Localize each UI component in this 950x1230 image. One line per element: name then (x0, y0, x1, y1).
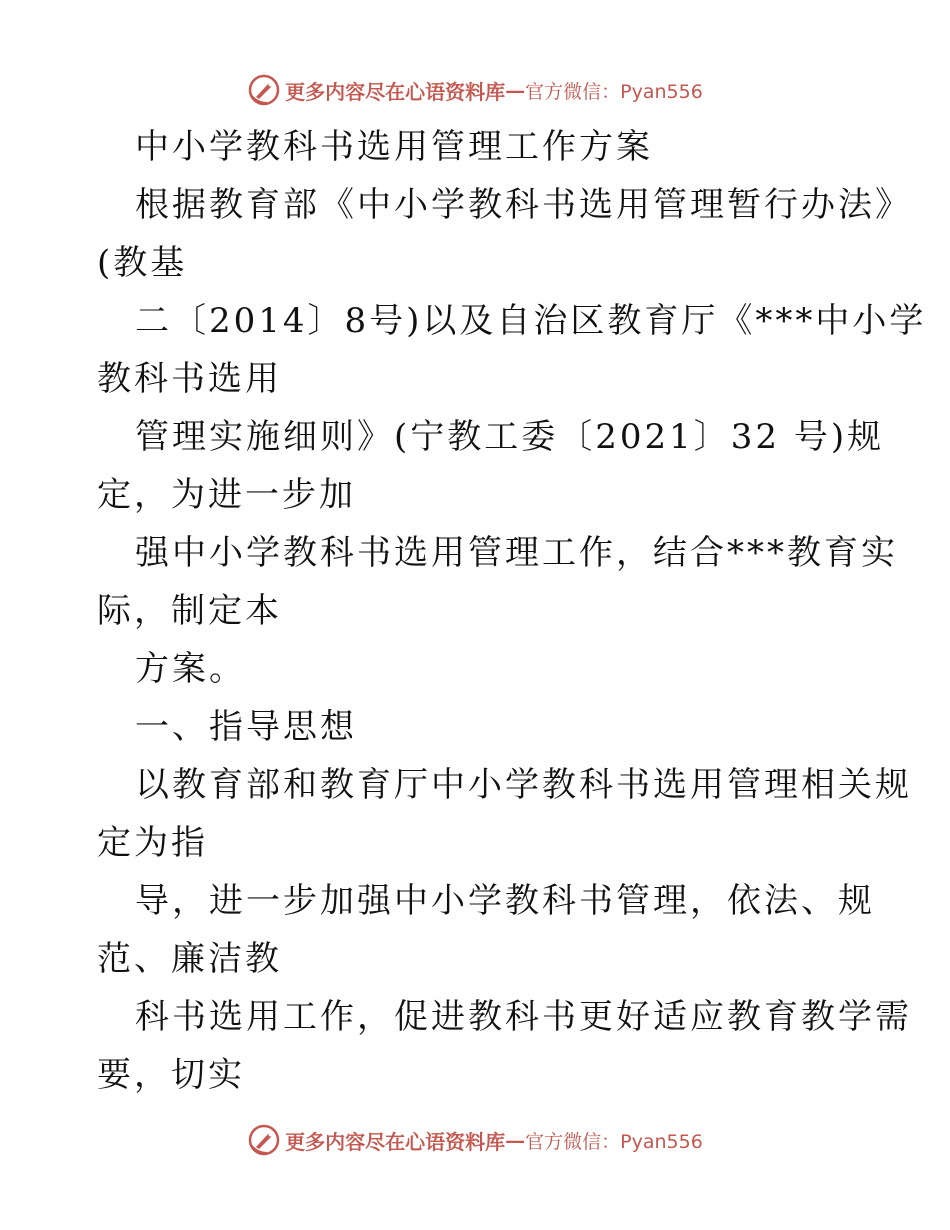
watermark-separator: — (505, 78, 526, 102)
pen-nib-logo-icon (247, 1123, 281, 1157)
watermark-wechat: 官方微信：Pyan556 (525, 1130, 703, 1153)
paragraph-line: 际，制定本 (97, 591, 282, 631)
paragraph-line: 科书选用工作，促进教科书更好适应教育教学需 (135, 997, 912, 1037)
watermark-brand: 更多内容尽在心语资料库 (285, 79, 506, 104)
document-title: 中小学教科书选用管理工作方案 (135, 127, 653, 167)
section-heading: 一、指导思想 (135, 707, 357, 747)
paragraph-line: 强中小学教科书选用管理工作，结合***教育实 (135, 533, 898, 573)
header-watermark (0, 70, 950, 110)
paragraph-line: (教基 (97, 243, 188, 283)
paragraph-line: 管理实施细则》(宁教工委〔2021〕32 号)规 (135, 417, 885, 457)
paragraph-line: 二〔2014〕8号)以及自治区教育厅《***中小学 (135, 301, 927, 341)
paragraph-line: 以教育部和教育厅中小学教科书选用管理相关规 (135, 765, 912, 805)
paragraph-line: 导，进一步加强中小学教科书管理，依法、规 (135, 881, 875, 921)
paragraph-line: 定为指 (97, 823, 208, 863)
footer-watermark (0, 1120, 950, 1160)
watermark-wechat: 官方微信：Pyan556 (525, 80, 703, 103)
watermark-brand: 更多内容尽在心语资料库 (285, 1129, 506, 1154)
paragraph-line: 方案。 (135, 649, 246, 689)
paragraph-line: 范、廉洁教 (97, 939, 282, 979)
paragraph-line: 定，为进一步加 (97, 475, 356, 515)
watermark-separator: — (505, 1128, 526, 1152)
paragraph-line: 教科书选用 (97, 359, 282, 399)
paragraph-line: 要，切实 (97, 1055, 245, 1095)
paragraph-line: 根据教育部《中小学教科书选用管理暂行办法》 (135, 185, 912, 225)
pen-nib-logo-icon (247, 73, 281, 107)
